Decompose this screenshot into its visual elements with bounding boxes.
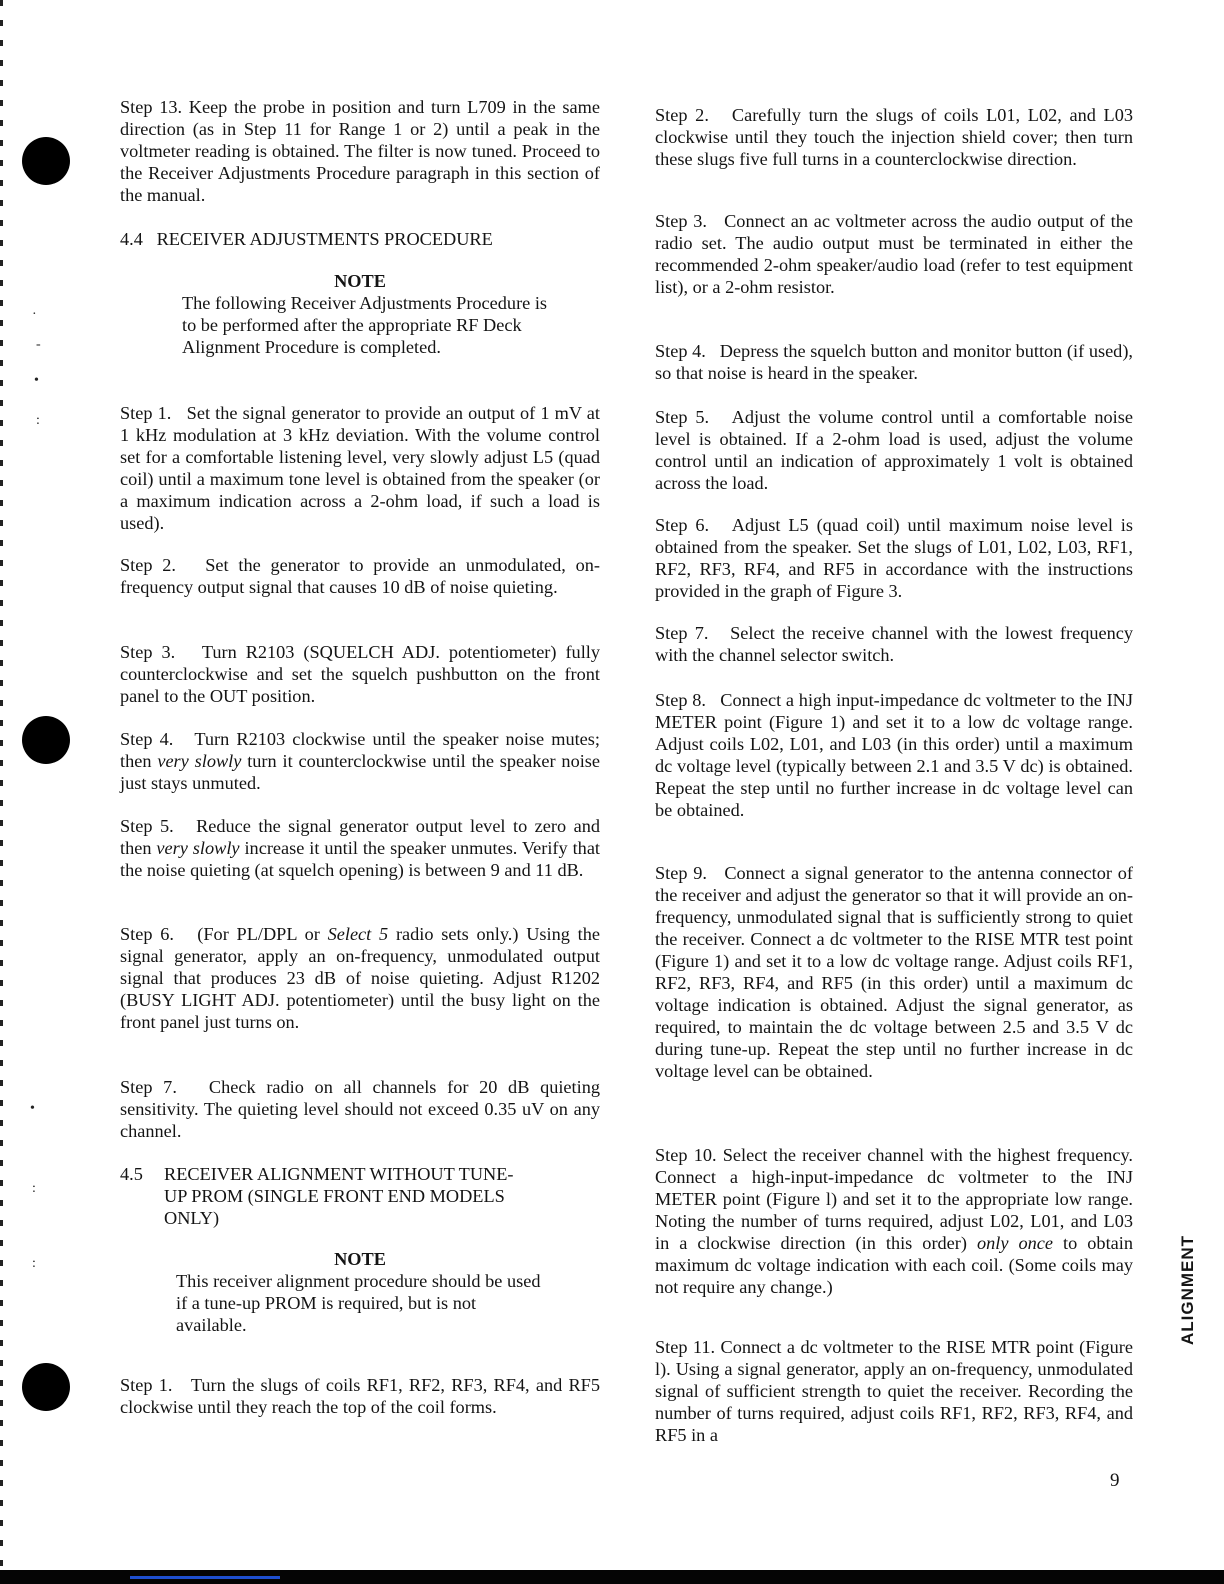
note-1-title: NOTE bbox=[334, 271, 386, 291]
step-5: Step 5. Reduce the signal generator output level to zero and then very slowly increase it until the speaker unmutes. Verify that the noise quieting (at squelch opening) is between 9 and 11 dB. bbox=[120, 816, 605, 880]
right-step-7: Step 7. Select the receive channel with the lowest frequency with the channel selector switch. bbox=[655, 623, 1138, 665]
section-4-4-heading: 4.4 RECEIVER ADJUSTMENTS PROCEDURE bbox=[120, 229, 493, 249]
scan-speck: · bbox=[32, 307, 37, 322]
right-step-8: Step 8. Connect a high input-impedance dc voltmeter to the INJ METER point (Figure 1) and set it to a low dc voltage range. Adjust coils L02, L01, and L03 (in this order) until a maximum dc voltage level (typically between 2.1 and 3.5 V dc) is obtained. Repeat the step until no further increase in dc voltage level can be obtained. bbox=[655, 690, 1138, 820]
right-step-11: Step 11. Connect a dc voltmeter to the RISE MTR point (Figure l). Using a signal generator, apply an on-frequency, unmodulated signal of sufficient strength to quiet the receiver. Recording the number of turns required, adjust coils RF1, RF2, RF3, RF4, and RF5 in a bbox=[655, 1337, 1138, 1445]
section-4-5-title: RECEIVER ALIGNMENT WITHOUT TUNE-UP PROM (SINGLE FRONT END MODELS ONLY) bbox=[164, 1164, 514, 1228]
scan-speck: : bbox=[36, 413, 40, 428]
scan-speck: : bbox=[32, 1256, 36, 1271]
step-1-alignment: Step 1. Turn the slugs of coils RF1, RF2, RF3, RF4, and RF5 clockwise until they reach the top of the coil forms. bbox=[120, 1375, 605, 1417]
step-3: Step 3. Turn R2103 (SQUELCH ADJ. potentiometer) fully counterclockwise and set the squelch pushbutton on the front panel to the OUT position. bbox=[120, 642, 605, 706]
scan-speck: • bbox=[30, 1101, 35, 1116]
right-step-10: Step 10. Select the receiver channel with the highest frequency. Connect a high-input-impedance dc voltmeter to the INJ METER point (Figure l) and set it to the appropriate low range. Noting the number of turns required, adjust L02, L01, and L03 in a clockwise direction (in this order) only once to obtain maximum dc voltage indication with each coil. (Some coils may not require any change.) bbox=[655, 1145, 1138, 1297]
scan-bottom-blue-line bbox=[130, 1576, 280, 1579]
page-left-edge bbox=[0, 0, 3, 1584]
binder-hole-middle bbox=[22, 716, 70, 764]
step-6: Step 6. (For PL/DPL or Select 5 radio sets only.) Using the signal generator, apply an on-frequency, unmodulated output signal that produces 23 dB of noise quieting. Adjust R1202 (BUSY LIGHT ADJ. potentiometer) until the busy light on the front panel just turns on. bbox=[120, 924, 605, 1032]
scan-speck: • bbox=[34, 373, 39, 388]
step-4: Step 4. Turn R2103 clockwise until the speaker noise mutes; then very slowly turn it counterclockwise until the speaker noise just stays unmuted. bbox=[120, 729, 605, 793]
note-2-text: This receiver alignment procedure should be used if a tune-up PROM is required, but is not available. bbox=[176, 1271, 541, 1335]
right-step-3: Step 3. Connect an ac voltmeter across the audio output of the radio set. The audio output must be terminated in either the recommended 2-ohm speaker/audio load (refer to test equipment list), or a 2-ohm resistor. bbox=[655, 211, 1138, 297]
step-2: Step 2. Set the generator to provide an unmodulated, on-frequency output signal that causes 10 dB of noise quieting. bbox=[120, 555, 600, 597]
section-4-5-number: 4.5 bbox=[120, 1164, 143, 1184]
note-1-text: The following Receiver Adjustments Procedure is to be performed after the appropriate RF Deck Alignment Procedure is completed. bbox=[182, 293, 548, 357]
alignment-side-tab: ALIGNMENT bbox=[1178, 1234, 1197, 1345]
binder-hole-top bbox=[22, 137, 70, 185]
step-1: Step 1. Set the signal generator to provide an output of 1 mV at 1 kHz modulation at 3 kHz deviation. With the volume control set for a comfortable listening level, very slowly adjust L5 (quad coil) until a maximum tone level is obtained from the speaker (or a maximum indication across a 2-ohm load, if such a load is used). bbox=[120, 403, 605, 533]
scan-speck: : bbox=[32, 1181, 36, 1196]
scan-speck: - bbox=[36, 337, 41, 352]
right-step-6: Step 6. Adjust L5 (quad coil) until maximum noise level is obtained from the speaker. Set the slugs of L01, L02, L03, RF1, RF2, RF3, RF4, and RF5 in accordance with the instructions provided in the graph of Figure 3. bbox=[655, 515, 1138, 601]
page-number: 9 bbox=[1110, 1470, 1120, 1491]
right-step-4: Step 4. Depress the squelch button and monitor button (if used), so that noise is heard in the speaker. bbox=[655, 341, 1138, 383]
right-step-5: Step 5. Adjust the volume control until a comfortable noise level is obtained. If a 2-ohm load is used, adjust the volume control until an indication of approximately 1 volt is obtained across the load. bbox=[655, 407, 1138, 493]
binder-hole-bottom bbox=[22, 1363, 70, 1411]
right-step-9: Step 9. Connect a signal generator to the antenna connector of the receiver and adjust the generator so that it will provide an on-frequency, unmodulated signal that is sufficiently strong to quiet the receiver. Connect a dc voltmeter to the RISE MTR test point (Figure 1) and set it to a low dc voltage range. Adjust coils RF1, RF2, RF3, RF4, and RF5 (in this order) until a maximum dc voltage indication is obtained. Adjust the signal generator, as required, to maintain the dc voltage between 2.5 and 3.5 V dc during tune-up. Repeat the step until no further increase in dc voltage level can be obtained. bbox=[655, 863, 1138, 1081]
step-7: Step 7. Check radio on all channels for 20 dB quieting sensitivity. The quieting level should not exceed 0.35 uV on any channel. bbox=[120, 1077, 605, 1141]
note-2-title: NOTE bbox=[334, 1249, 386, 1269]
right-step-2: Step 2. Carefully turn the slugs of coils L01, L02, and L03 clockwise until they touch the injection shield cover; then turn these slugs five full turns in a counterclockwise direction. bbox=[655, 105, 1138, 169]
step-13: Step 13. Keep the probe in position and turn L709 in the same direction (as in Step 11 for Range 1 or 2) until a peak in the voltmeter reading is obtained. The filter is now tuned. Proceed to the Receiver Adjustments Procedure paragraph in this section of the manual. bbox=[120, 97, 600, 205]
